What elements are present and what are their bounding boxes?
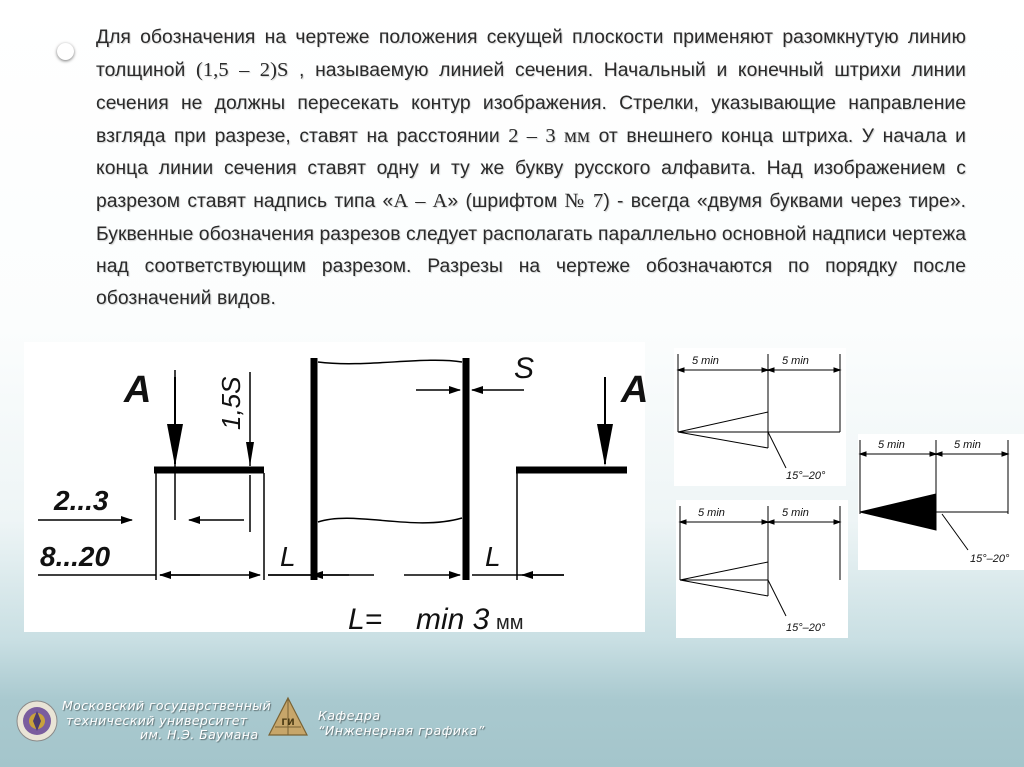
university-emblem-icon	[16, 700, 58, 742]
detail2-dim-left: 5 min	[878, 439, 905, 451]
detail-arrow-filled	[858, 434, 1024, 570]
detail2-dim-right: 5 min	[954, 439, 981, 451]
detail3-dim-left: 5 min	[698, 507, 725, 519]
formula-distance: 2 – 3 мм	[508, 124, 591, 147]
stroke-length-label: 8...20	[40, 541, 111, 572]
arrow-gap-label: 2...3	[54, 485, 109, 516]
thickness-label: 1,5S	[216, 376, 246, 430]
body-paragraph: Для обозначения на чертеже положения секущей плоскости применяют разомкнутую линию толщиной (1,5 – 2)S , называемую линией сечения. Начальный и конечный штрихи линии сечения не должны пересекать контур изображения. Стрелки, указывающие направление взгляда при разрезе, ставят на расстоянии 2 – 3 мм от внешнего конца штриха. У начала и конца линии сечения ставят одну и ту же букву русского алфавита. Над изображением с разрезом ставят надпись типа «А – А» (шрифтом № 7) - всегда «двумя буквами через тире». Буквенные обозначения разрезов следует располагать параллельно основной надписи чертежа над соответствующим разрезом. Разрезы на чертеже обозначаются по порядку после обозначений видов.	[96, 27, 967, 310]
section-letter-left: A	[124, 369, 152, 411]
l-label-left: L	[280, 541, 296, 572]
formula-thickness: (1,5 – 2)S	[196, 59, 289, 82]
s-label: S	[514, 352, 535, 385]
bullet-icon	[57, 43, 74, 60]
svg-text:ГИ: ГИ	[281, 718, 295, 728]
detail2-angle: 15°–20°	[970, 553, 1010, 565]
formula-prefix: L=	[348, 603, 383, 636]
section-line-drawing	[24, 342, 649, 636]
detail1-dim-right: 5 min	[782, 355, 809, 367]
detail3-angle: 15°–20°	[786, 622, 826, 634]
formula-font-number: № 7	[564, 190, 604, 213]
department-name: Кафедра “Инженерная графика”	[318, 708, 485, 738]
section-letter-right: A	[621, 369, 649, 411]
detail-arrow-open-1	[674, 348, 846, 486]
formula-section-label: А – А	[393, 190, 448, 213]
formula-value: min 3	[416, 603, 490, 636]
detail-arrow-open-2	[676, 500, 848, 638]
university-name: Московский государственный технический университет им. Н.Э. Баумана	[62, 698, 272, 742]
detail1-dim-left: 5 min	[692, 355, 719, 367]
detail1-angle: 15°–20°	[786, 470, 826, 482]
department-logo-icon	[265, 695, 311, 741]
l-label-right: L	[485, 541, 501, 572]
formula-unit: мм	[496, 612, 524, 634]
detail3-dim-right: 5 min	[782, 507, 809, 519]
